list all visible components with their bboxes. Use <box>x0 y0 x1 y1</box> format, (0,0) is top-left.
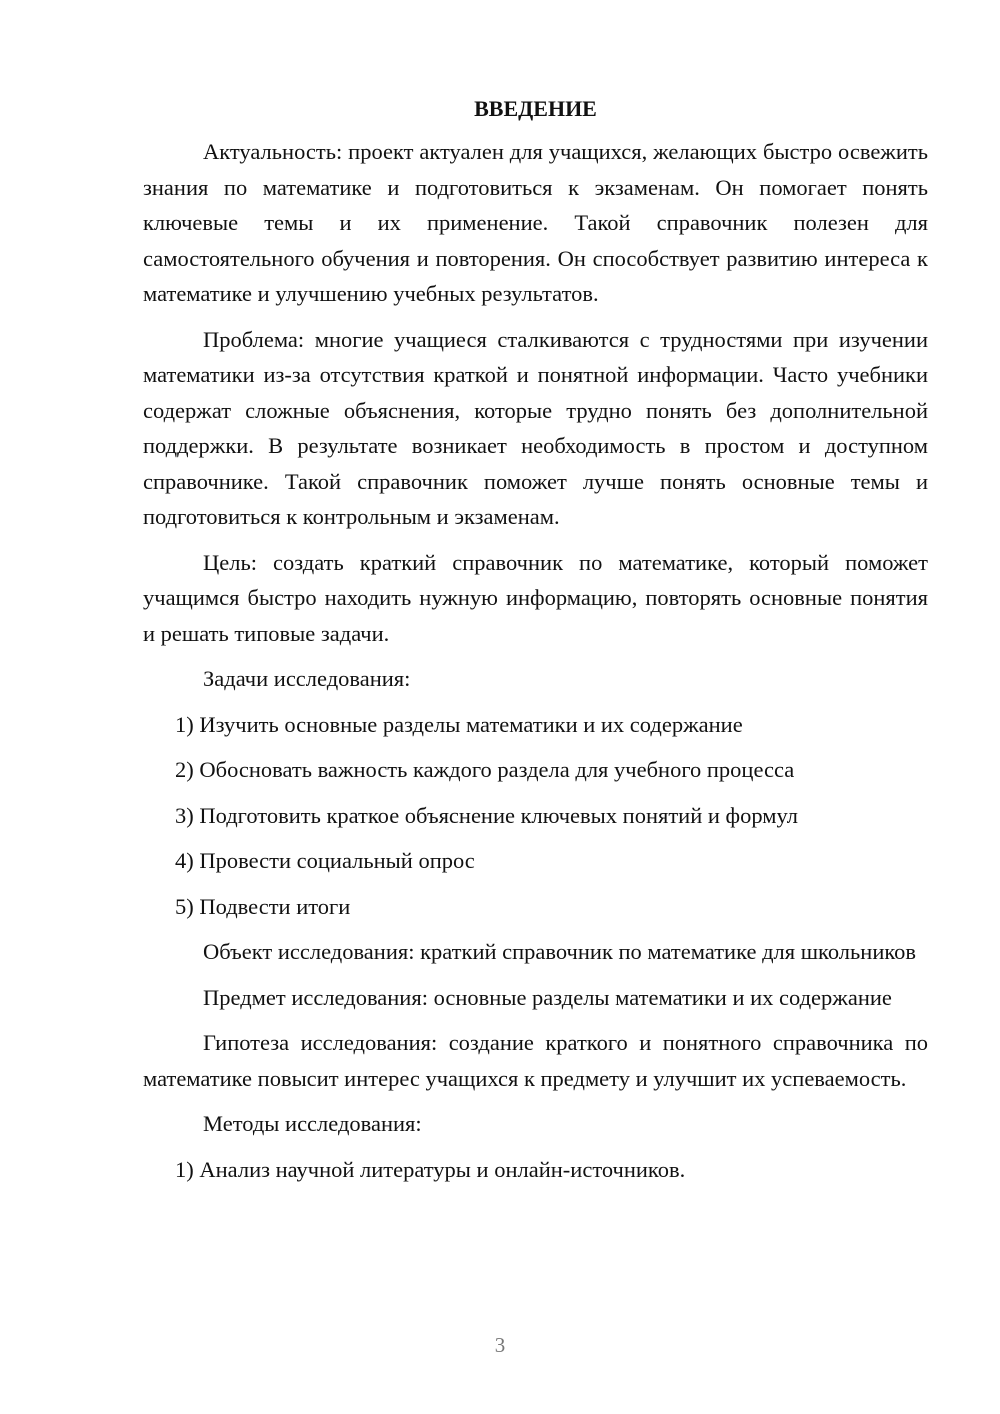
document-page <box>143 92 928 1197</box>
method-item: 1) Анализ научной литературы и онлайн-источников. <box>175 1156 686 1182</box>
section-title: ВВЕДЕНИЕ <box>474 96 597 121</box>
task-item: 1) Изучить основные разделы математики и их содержание <box>175 711 743 737</box>
tasks-heading: Задачи исследования: <box>203 666 411 691</box>
problem-paragraph: Проблема: многие учащиеся сталкиваются с трудностями при изучении математики из-за отсутствия краткой и понятной информации. Часто учебники содержат сложные объяснения, которые трудно понять без дополнительной поддержки. В результате возникает необходимость в простом и доступном справочнике. Такой справочник поможет лучше понять основные темы и подготовиться к контрольным и экзаменам. <box>143 326 928 529</box>
goal-paragraph: Цель: создать краткий справочник по математике, который поможет учащимся быстро находить нужную информацию, повторять основные понятия и решать типовые задачи. <box>143 549 928 646</box>
hypothesis-paragraph: Гипотеза исследования: создание краткого и понятного справочника по математике повысит интерес учащихся к предмету и улучшит их успеваемость. <box>143 1030 928 1091</box>
relevance-paragraph: Актуальность: проект актуален для учащихся, желающих быстро освежить знания по математике и подготовиться к экзаменам. Он помогает понять ключевые темы и их применение. Такой справочник полезен для самостоятельного обучения и повторения. Он способствует развитию интереса к математике и улучшению учебных результатов. <box>143 139 928 306</box>
subject-paragraph: Предмет исследования: основные разделы математики и их содержание <box>203 984 892 1010</box>
task-item: 3) Подготовить краткое объяснение ключевых понятий и формул <box>175 802 799 828</box>
object-paragraph: Объект исследования: краткий справочник по математике для школьников <box>203 939 917 964</box>
methods-heading: Методы исследования: <box>203 1111 422 1136</box>
task-item: 2) Обосновать важность каждого раздела для учебного процесса <box>175 757 795 782</box>
task-item: 4) Провести социальный опрос <box>175 848 475 873</box>
task-item: 5) Подвести итоги <box>175 893 351 919</box>
page-number: 3 <box>494 1333 506 1357</box>
